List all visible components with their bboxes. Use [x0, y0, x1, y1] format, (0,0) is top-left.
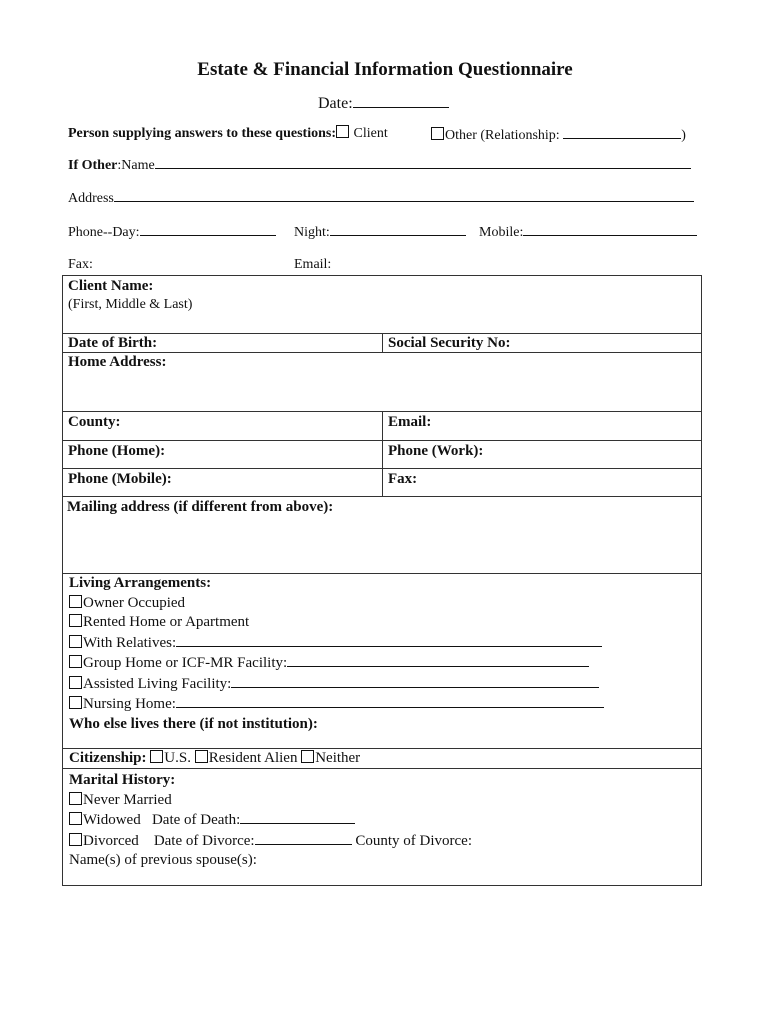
- relationship-input-line[interactable]: [563, 125, 681, 139]
- address-row: [68, 188, 694, 207]
- divorced-checkbox[interactable]: [69, 833, 82, 846]
- phone-day-input-line[interactable]: [140, 222, 276, 236]
- us-checkbox[interactable]: [150, 750, 163, 763]
- client-name-label: Client Name:: [68, 278, 154, 294]
- option-never-married: [69, 791, 472, 811]
- option-widowed: [69, 810, 472, 831]
- night-label: Night:: [294, 225, 330, 240]
- previous-spouses-label: Name(s) of previous spouse(s):: [69, 852, 257, 868]
- owner-occupied-checkbox[interactable]: [69, 595, 82, 608]
- option-owner-occupied: [69, 594, 604, 614]
- ssn-label[interactable]: Social Security No:: [388, 335, 511, 351]
- phone-mobile-label[interactable]: Phone (Mobile):: [68, 471, 172, 487]
- resident-alien-checkbox[interactable]: [195, 750, 208, 763]
- resident-alien-label: Resident Alien: [208, 750, 298, 766]
- assisted-living-input-line[interactable]: [231, 674, 599, 688]
- date-input-line[interactable]: [353, 94, 449, 108]
- option-rented: [69, 613, 604, 633]
- column-divider: [382, 441, 383, 468]
- neither-checkbox[interactable]: [301, 750, 314, 763]
- us-label: U.S.: [164, 750, 191, 766]
- group-home-label: Group Home or ICF-MR Facility:: [83, 655, 288, 671]
- night-row: [294, 222, 466, 241]
- nursing-home-label: Nursing Home:: [83, 696, 176, 712]
- option-with-relatives: [69, 633, 604, 654]
- date-field: [318, 94, 449, 113]
- other-checkbox[interactable]: [431, 127, 444, 140]
- phone-day-row: [68, 222, 276, 241]
- county-email-row: [63, 411, 701, 440]
- if-other-name-row: [68, 155, 691, 174]
- nursing-home-checkbox[interactable]: [69, 696, 82, 709]
- client-info-table: [62, 275, 702, 574]
- marital-heading: Marital History:: [69, 772, 176, 788]
- rented-label: Rented Home or Apartment: [83, 614, 250, 630]
- widowed-checkbox[interactable]: [69, 812, 82, 825]
- name-label: :Name: [117, 158, 155, 173]
- mobile-input-line[interactable]: [523, 222, 697, 236]
- citizenship-box: [62, 748, 702, 769]
- other-name-input-line[interactable]: [155, 155, 691, 169]
- date-label: Date:: [318, 95, 353, 112]
- county-of-divorce-label: County of Divorce:: [355, 832, 473, 849]
- assisted-living-label: Assisted Living Facility:: [83, 675, 232, 692]
- group-home-checkbox[interactable]: [69, 655, 82, 668]
- phone-home-label[interactable]: Phone (Home):: [68, 443, 166, 459]
- widowed-label: Widowed: [83, 812, 141, 828]
- column-divider: [382, 412, 383, 440]
- option-nursing-home: [69, 694, 604, 715]
- citizenship-label: Citizenship:: [69, 750, 147, 766]
- client-fax-label[interactable]: Fax:: [388, 471, 418, 487]
- option-assisted-living: [69, 674, 604, 695]
- rented-checkbox[interactable]: [69, 614, 82, 627]
- phone-work-label[interactable]: Phone (Work):: [388, 443, 484, 459]
- night-input-line[interactable]: [330, 222, 466, 236]
- group-home-input-line[interactable]: [287, 653, 589, 667]
- email-label: Email:: [294, 257, 332, 272]
- date-of-death-label: Date of Death:: [151, 812, 241, 828]
- phone-mobile-fax-row: [63, 468, 701, 496]
- living-heading: Living Arrangements:: [69, 575, 212, 591]
- client-option-label: Client: [353, 126, 388, 141]
- with-relatives-checkbox[interactable]: [69, 635, 82, 648]
- neither-label: Neither: [315, 750, 361, 766]
- nursing-home-input-line[interactable]: [176, 694, 604, 708]
- living-block: [69, 574, 604, 734]
- supplier-row: [68, 125, 388, 142]
- date-of-divorce-input-line[interactable]: [255, 831, 352, 845]
- close-paren: ): [681, 128, 686, 143]
- who-else-label: Who else lives there (if not institution):: [69, 715, 318, 732]
- never-married-checkbox[interactable]: [69, 792, 82, 805]
- living-arrangements-box: [62, 574, 702, 749]
- home-address-label: Home Address:: [68, 354, 167, 370]
- option-divorced: [69, 831, 472, 852]
- client-email-label[interactable]: Email:: [388, 414, 432, 430]
- mailing-address-row[interactable]: [63, 496, 701, 575]
- phone-home-work-row: [63, 440, 701, 468]
- client-checkbox[interactable]: [336, 125, 349, 138]
- phone-day-label: Phone--Day:: [68, 225, 140, 240]
- divorced-label: Divorced: [83, 832, 139, 849]
- mobile-row: [479, 222, 697, 241]
- if-other-label: If Other: [68, 158, 118, 173]
- other-option-label: Other (Relationship:: [445, 128, 560, 143]
- address-label: Address: [68, 191, 114, 206]
- address-input-line[interactable]: [114, 188, 694, 202]
- page-title: Estate & Financial Information Questionnaire: [197, 59, 573, 80]
- owner-occupied-label: Owner Occupied: [83, 594, 186, 611]
- option-group-home: [69, 653, 604, 674]
- mobile-label: Mobile:: [479, 225, 524, 240]
- client-name-row[interactable]: [63, 276, 701, 333]
- citizenship-row: [69, 750, 360, 767]
- client-name-hint: (First, Middle & Last): [68, 297, 193, 312]
- marital-history-box: [62, 768, 702, 886]
- date-of-divorce-label: Date of Divorce:: [153, 832, 255, 849]
- other-option: [431, 125, 686, 144]
- never-married-label: Never Married: [83, 791, 172, 808]
- with-relatives-input-line[interactable]: [176, 633, 602, 647]
- dob-label[interactable]: Date of Birth:: [68, 335, 158, 351]
- column-divider: [382, 469, 383, 496]
- marital-block: [69, 771, 472, 871]
- county-label[interactable]: County:: [68, 414, 121, 430]
- column-divider: [382, 334, 383, 352]
- mailing-address-label: Mailing address (if different from above):: [67, 499, 334, 515]
- with-relatives-label: With Relatives:: [83, 634, 177, 651]
- dob-ssn-row: [63, 333, 701, 352]
- fax-label: Fax:: [68, 257, 93, 272]
- date-of-death-input-line[interactable]: [240, 810, 355, 824]
- assisted-living-checkbox[interactable]: [69, 676, 82, 689]
- home-address-row[interactable]: [63, 352, 701, 411]
- supplier-label: Person supplying answers to these questions:: [68, 126, 336, 141]
